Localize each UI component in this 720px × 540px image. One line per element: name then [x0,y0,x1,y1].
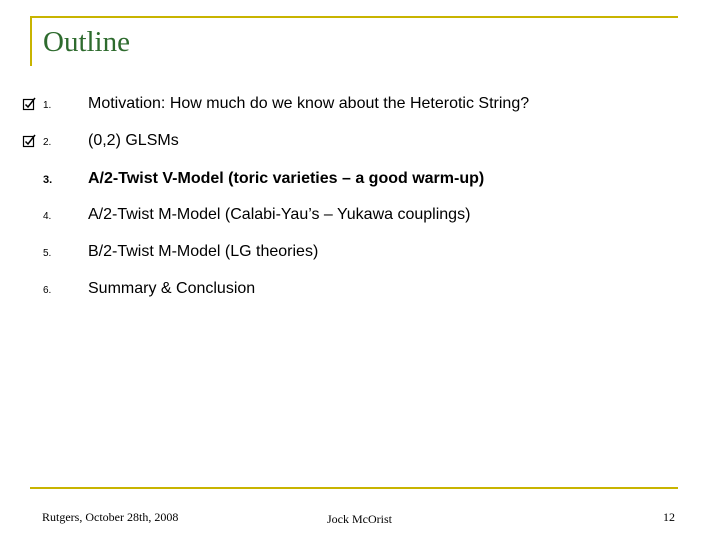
item-text: A/2-Twist M-Model (Calabi-Yau’s – Yukawa couplings) [88,206,471,223]
outline-item-4 [0,206,700,228]
slide-title: Outline [43,26,130,58]
footer-venue-date: Rutgers, October 28th, 2008 [42,510,179,524]
item-number: 4. [43,211,52,222]
item-text: B/2-Twist M-Model (LG theories) [88,243,319,260]
checkbox-checked-icon [22,96,38,112]
outline-item-5 [0,243,700,265]
item-number: 2. [43,137,52,148]
item-number: 3. [43,174,53,186]
outline-item-3 [0,170,700,192]
footer-author: Jock McOrist [327,512,392,526]
item-text: Summary & Conclusion [88,280,256,297]
footer-divider [30,487,678,489]
outline-item-2 [0,132,700,154]
item-text: A/2-Twist V-Model (toric varieties – a good warm-up) [88,170,485,187]
outline-item-1 [0,95,700,117]
frame-top-line [30,16,678,18]
outline-item-6 [0,280,700,302]
item-number: 1. [43,100,52,111]
item-text: (0,2) GLSMs [88,132,179,149]
checkbox-checked-icon [22,133,38,149]
frame-left-line [30,16,32,66]
item-text: Motivation: How much do we know about the Heterotic String? [88,95,530,112]
item-number: 5. [43,248,52,259]
item-number: 6. [43,285,52,296]
page-number: 12 [663,510,675,524]
